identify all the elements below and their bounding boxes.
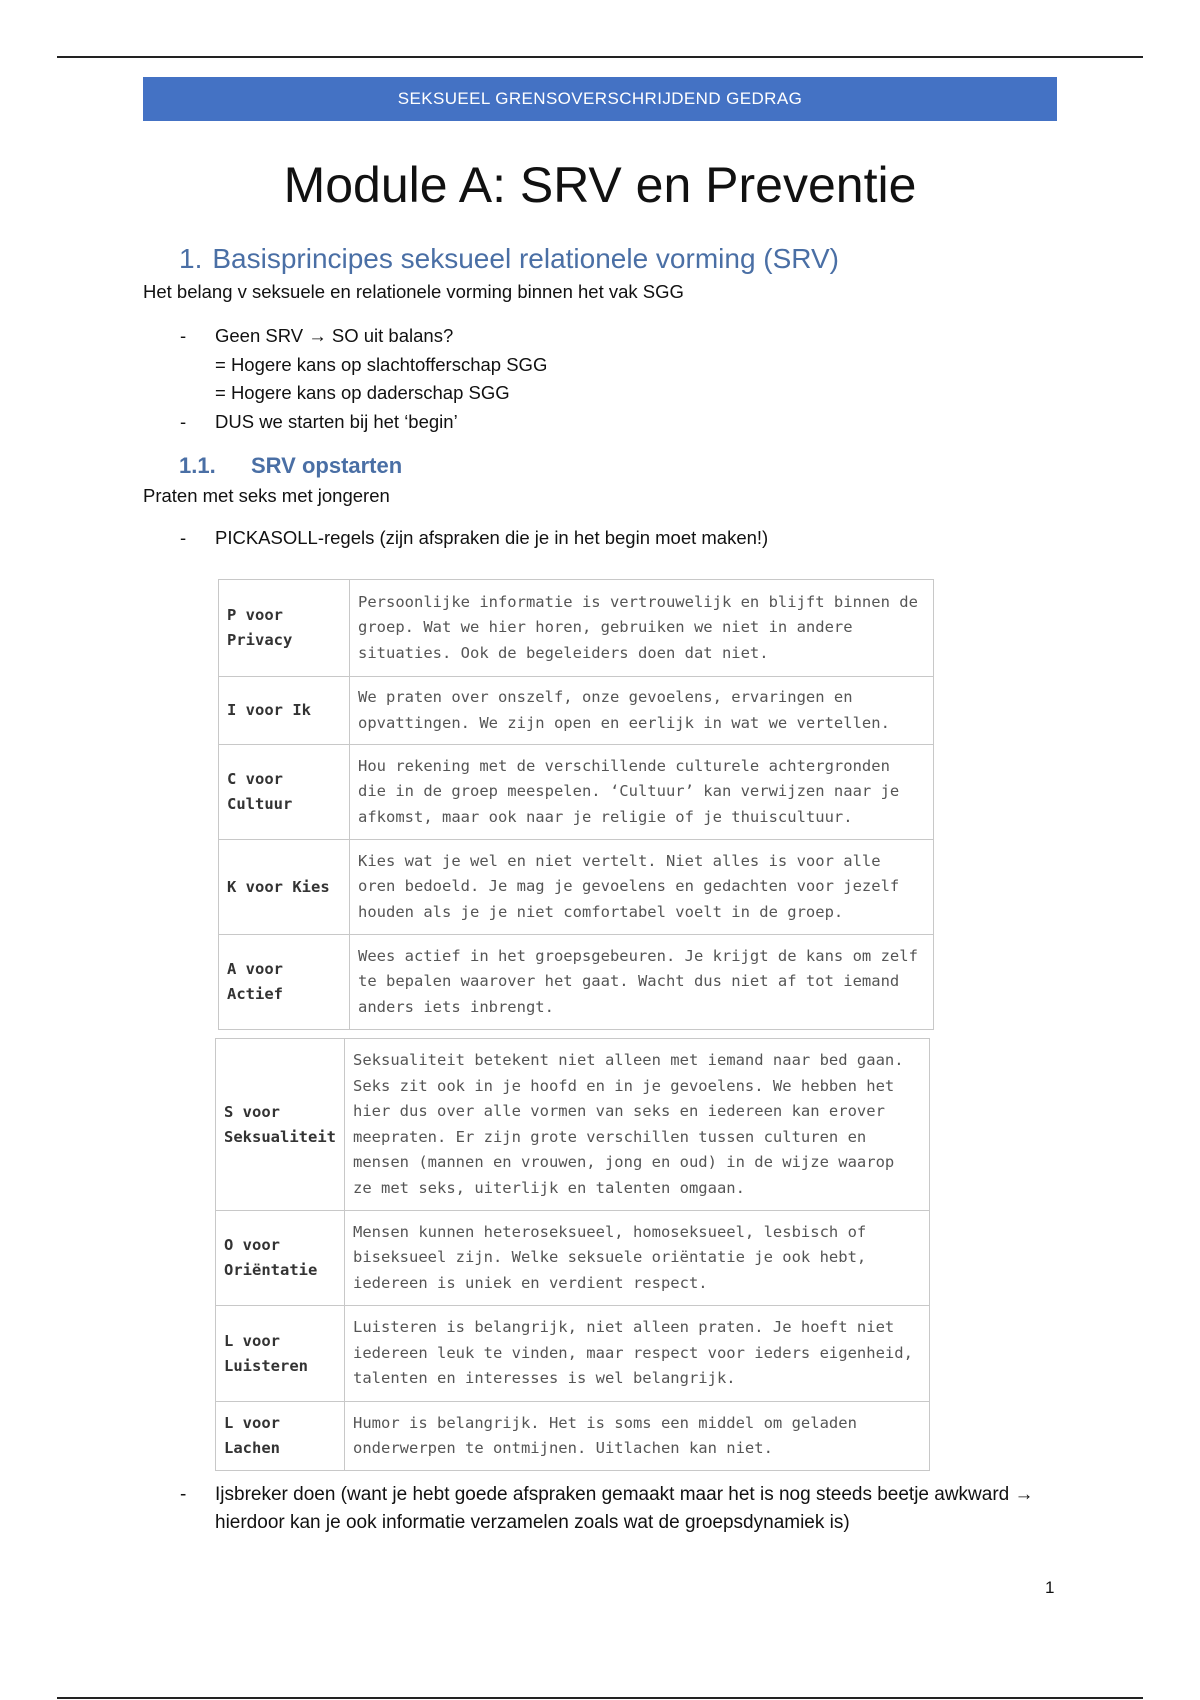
rule-description: Seksualiteit betekent niet alleen met iemand naar bed gaan. Seks zit ook in je hoofd en in je gevoelens. We hebben het hier dus over alle vormen van seks en iedereen kan erover meepraten. Er zijn grote verschillen tussen culturen en mensen (mannen en vrouwen, jong en oud) in de wijze waarop ze met seks, uiterlijk en talenten omgaan. xyxy=(345,1039,930,1211)
table-row xyxy=(219,677,934,745)
page-number: 1 xyxy=(1045,1578,1055,1597)
rule-key: C voor Cultuur xyxy=(219,745,350,840)
rule-description: Luisteren is belangrijk, niet alleen praten. Je hoeft niet iedereen leuk te vinden, maar respect voor ieders eigenheid, talenten en interesses is wel belangrijk. xyxy=(345,1306,930,1402)
table-row xyxy=(216,1039,930,1211)
table-row xyxy=(219,745,934,840)
rule-key: A voor Actief xyxy=(219,935,350,1030)
table-row xyxy=(219,840,934,935)
rule-key: S voor Seksualiteit xyxy=(216,1039,345,1211)
bullet-text: Ijsbreker doen (want je hebt goede afspraken gemaakt maar het is nog steeds beetje awkward → hierdoor kan je ook informatie verzamelen zoals wat de groepsdynamiek is) xyxy=(215,1484,1034,1533)
rule-key: K voor Kies xyxy=(219,840,350,935)
bullet-dash: - xyxy=(180,527,187,548)
rule-key: P voor Privacy xyxy=(219,580,350,677)
bullet-dash: - xyxy=(180,411,187,432)
list-item xyxy=(143,407,1057,437)
section-1-1-heading xyxy=(179,451,1057,481)
top-rule xyxy=(57,56,1143,58)
section-1-bullet-list xyxy=(143,321,1057,437)
section-1-1-number: 1.1. xyxy=(179,453,216,478)
bullet-continuation: = Hogere kans op daderschap SGG xyxy=(215,382,510,403)
section-1-1-intro: Praten met seks met jongeren xyxy=(143,485,390,506)
rule-key: O voor Oriëntatie xyxy=(216,1211,345,1306)
rule-description: Humor is belangrijk. Het is soms een middel om geladen onderwerpen te ontmijnen. Uitlachen kan niet. xyxy=(345,1402,930,1471)
list-item xyxy=(143,321,1057,351)
section-1-1-heading-text: SRV opstarten xyxy=(251,453,403,478)
rule-description: Hou rekening met de verschillende culturele achtergronden die in de groep meespelen. ‘Cultuur’ kan verwijzen naar je afkomst, maar ook naar je religie of je thuiscultuur. xyxy=(350,745,934,840)
rule-description: Mensen kunnen heteroseksueel, homoseksueel, lesbisch of biseksueel zijn. Welke seksuele oriëntatie je ook hebt, iedereen is uniek en verdient respect. xyxy=(345,1211,930,1306)
bullet-dash: - xyxy=(180,1484,187,1505)
rule-key: L voor Lachen xyxy=(216,1402,345,1471)
bullet-text: PICKASOLL-regels (zijn afspraken die je in het begin moet maken!) xyxy=(215,527,769,548)
rule-description: Kies wat je wel en niet vertelt. Niet alles is voor alle oren bedoeld. Je mag je gevoelens en gedachten voor jezelf houden als je je niet comfortabel voelt in de groep. xyxy=(350,840,934,935)
bullet-text: DUS we starten bij het ‘begin’ xyxy=(215,411,458,432)
rule-description: We praten over onszelf, onze gevoelens, ervaringen en opvattingen. We zijn open en eerlijk in wat we vertellen. xyxy=(350,677,934,745)
header-banner: SEKSUEEL GRENSOVERSCHRIJDEND GEDRAG xyxy=(143,77,1057,121)
bottom-rule xyxy=(57,1697,1143,1699)
page-title: Module A: SRV en Preventie xyxy=(283,157,917,213)
list-item xyxy=(143,523,1057,553)
list-item xyxy=(143,1481,1057,1537)
rule-key: L voor Luisteren xyxy=(216,1306,345,1402)
section-1-heading-text: Basisprincipes seksueel relationele vorming (SRV) xyxy=(212,243,840,274)
section-1-intro: Het belang v seksuele en relationele vorming binnen het vak SGG xyxy=(143,281,684,302)
table-row xyxy=(219,935,934,1030)
section-1-heading xyxy=(179,241,1057,277)
table-row xyxy=(216,1306,930,1402)
table-row xyxy=(219,580,934,677)
section-1-number: 1. xyxy=(179,243,203,274)
table-row xyxy=(216,1402,930,1471)
bullet-text: Geen SRV → SO uit balans? xyxy=(215,325,454,346)
rule-description: Wees actief in het groepsgebeuren. Je krijgt de kans om zelf te bepalen waarover het gaat. Wacht dus niet af tot iemand anders iets inbrengt. xyxy=(350,935,934,1030)
rule-description: Persoonlijke informatie is vertrouwelijk en blijft binnen de groep. Wat we hier horen, gebruiken we niet in andere situaties. Ook de begeleiders doen dat niet. xyxy=(350,580,934,677)
rule-key: I voor Ik xyxy=(219,677,350,745)
bullet-dash: - xyxy=(180,325,187,346)
table-row xyxy=(216,1211,930,1306)
section-1-1-bullet-list xyxy=(143,523,1057,553)
document-page xyxy=(143,77,1057,1533)
bullet-continuation: = Hogere kans op slachtofferschap SGG xyxy=(215,354,548,375)
icebreaker-bullet-list xyxy=(143,1481,1057,1537)
pickasoll-table-part-2 xyxy=(215,1038,930,1471)
pickasoll-table-part-1 xyxy=(218,579,934,1030)
